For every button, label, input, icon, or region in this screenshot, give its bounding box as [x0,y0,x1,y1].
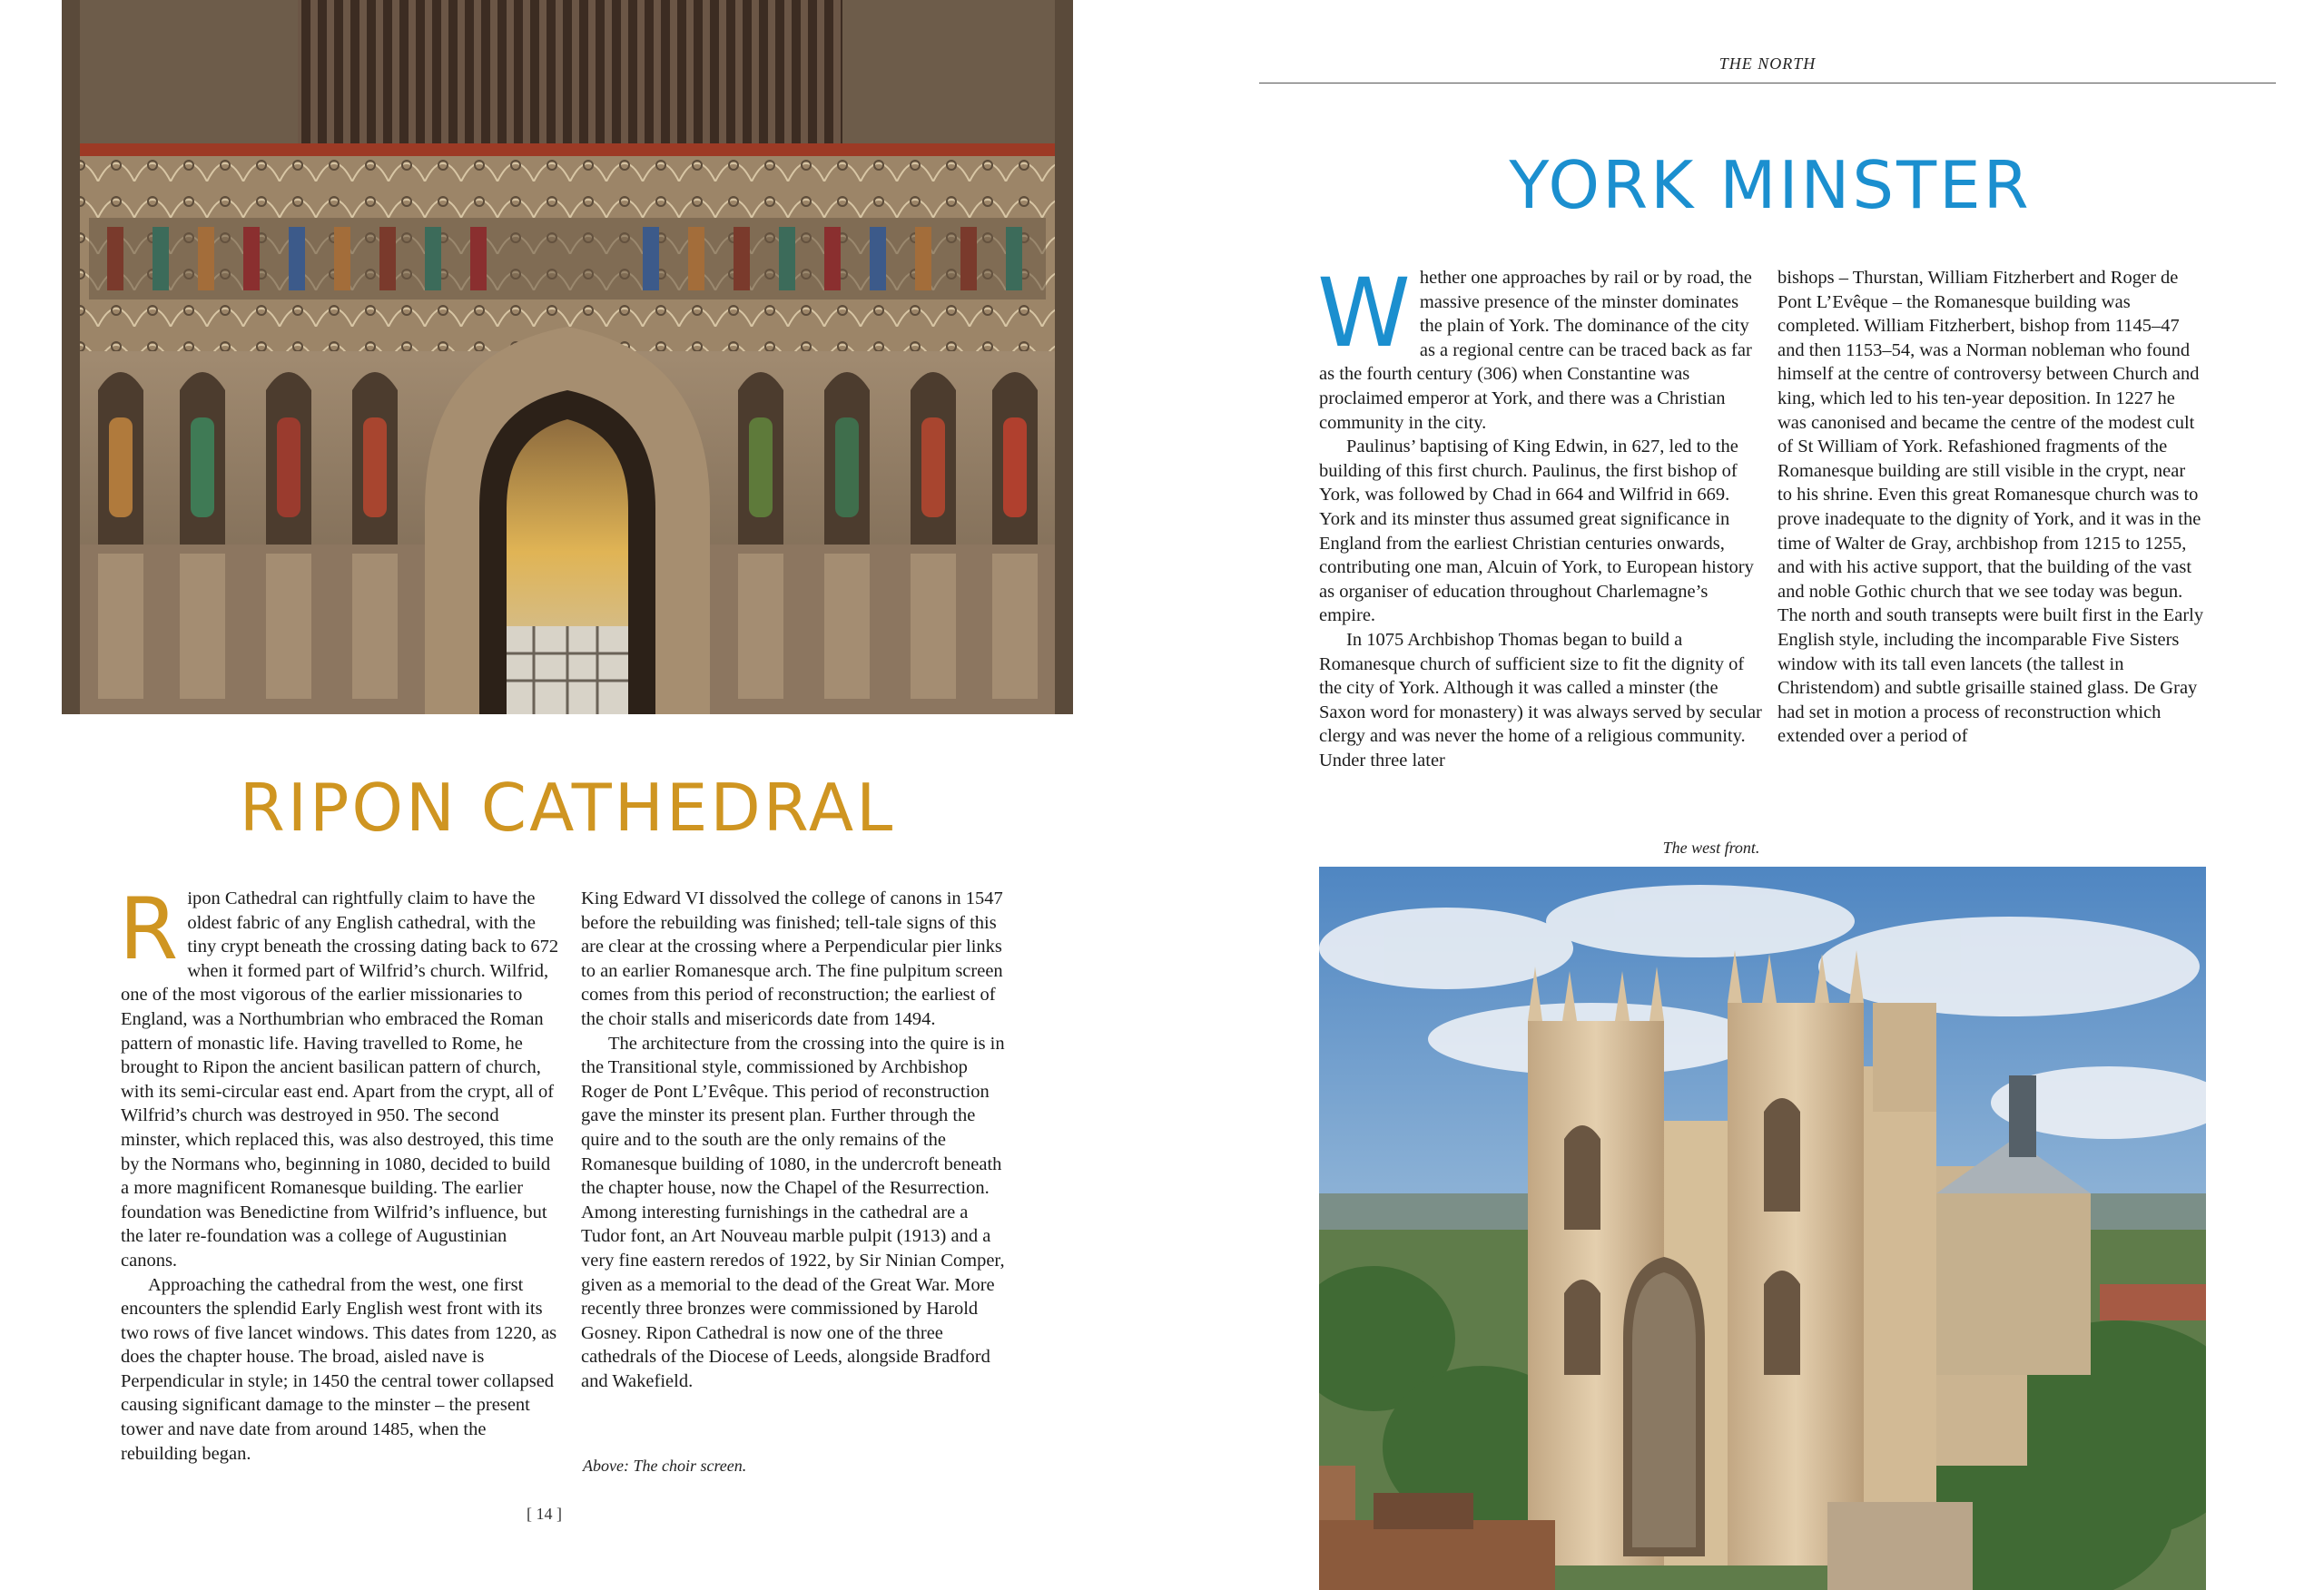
ripon-cathedral-title: RIPON CATHEDRAL [239,770,896,846]
york-column-2 [1777,266,2204,749]
choir-screen-caption: Above: The choir screen. [583,1457,747,1475]
york-paragraph-3: In 1075 Archbishop Thomas began to build a Romanesque church of sufficient size to fit the dignity of the city of York. Although it was called a minster (the Saxon word for monastery) it was always served by secular clergy and was never the home of a religious community. Under three later [1319,629,1762,770]
ripon-paragraph-3: King Edward VI dissolved the college of canons in 1547 before the rebuilding was finished; tell-tale signs of this are clear at the crossing where a Perpendicular pier links to an earlier Romanesque arch. The fine pulpitum screen comes from this period of reconstruction; the earliest of the choir stalls and misericords date from 1494. [581,888,1003,1029]
ripon-dropcap: R [119,880,179,979]
york-column-1 [1317,258,1762,772]
west-front-caption: The west front. [1662,839,1760,857]
york-minster-title: YORK MINSTER [1509,147,2032,223]
page-number: [ 14 ] [527,1505,562,1523]
ripon-paragraph-4: The architecture from the crossing into the quire is in the Transitional style, commissioned by Archbishop Roger de Pont L’Evêque. This period of reconstruction gave the minster its present plan. Further through the quire and to the south are the only remains of the Romanesque building of 1080, in the undercroft beneath the chapter house, now the Chapel of the Resurrection. Among interesting furnishings in the cathedral are a Tudor font, an Art Nouveau marble pulpit (1913) and a very fine eastern reredos of 1922, by Sir Ninian Comper, given as a memorial to the dead of the Great War. More recently three bronzes were commissioned by Harold Gosney. Ripon Cathedral is now one of the three cathedrals of the Diocese of Leeds, alongside Bradford and Wakefield. [581,1033,1005,1391]
ripon-paragraph-2: Approaching the cathedral from the west, one first encounters the splendid Early English west front with its two rows of five lancet windows. This dates from 1220, as does the chapter house. The broad, aisled nave is Perpendicular in style; in 1450 the central tower collapsed causing significant damage to the minster – the present tower and nave date from around 1485, when the rebuilding began. [121,1274,557,1464]
ripon-column-1 [119,880,559,1466]
right-page [1162,0,2324,1590]
ripon-column-2 [581,887,1008,1393]
york-dropcap: W [1317,258,1411,368]
york-paragraph-1: Whether one approaches by rail or by road, the massive presence of the minster dominates the plain of York. The dominance of the city as a regional centre can be traced back as far as the fourth century (306) when Constantine was proclaimed emperor at York, and there was a Christian community in the city. [1317,258,1752,433]
ripon-paragraph-1: Ripon Cathedral can rightfully claim to have the oldest fabric of any English cathedral, with the tiny crypt beneath the crossing dating back to 672 when it formed part of Wilfrid’s church. Wilfrid, one of the most vigorous of the earlier missionaries to England, was a Northumbrian who embraced the Roman pattern of monastic life. Having travelled to Rome, he brought to Ripon the ancient basilican pattern of church, with its semi-circular east end. Apart from the crypt, all of Wilfrid’s church was destroyed in 950. The second minster, which replaced this, was also destroyed, this time by the Normans who, beginning in 1080, decided to build a more magnificent Romanesque building. The earlier foundation was Benedictine from Wilfrid’s influence, but the later re-foundation was a college of Augustinian canons. [119,880,559,1271]
running-head: THE NORTH [1718,54,1817,73]
york-paragraph-2: Paulinus’ baptising of King Edwin, in 627, led to the building of this first church. Paulinus, the first bishop of York, was followed by Chad in 664 and Wilfrid in 669. York and its minster thus assumed great significance in England from the earliest Christian centuries onwards, contributing one man, Alcuin of York, to European history as organiser of education throughout Charlemagne’s empire. [1319,437,1754,626]
york-west-front-photo [1319,867,2206,1590]
york-paragraph-4: bishops – Thurstan, William Fitzherbert and Roger de Pont L’Evêque – the Romanesque building was completed. William Fitzherbert, bishop from 1145–47 and then 1153–54, was a Norman nobleman who found himself at the centre of controversy between Church and king, which led to his ten-year deposition. In 1227 he was canonised and became the centre of the modest cult of St William of York. Refashioned fragments of the Romanesque building are still visible in the crypt, near to his shrine. Even this great Romanesque church was to prove inadequate to the dignity of York, and it was in the time of Walter de Gray, archbishop from 1215 to 1255, and with his active support, that the building of the vast and noble Gothic church that we see today was begun. The north and south transepts were built first in the Early English style, including the incomparable Five Sisters window with its tall even lancets (the tallest in Christendom) and subtle grisaille stained glass. De Gray had set in motion a process of reconstruction which extended over a period of [1777,268,2204,747]
choir-screen-photo [62,0,1073,714]
